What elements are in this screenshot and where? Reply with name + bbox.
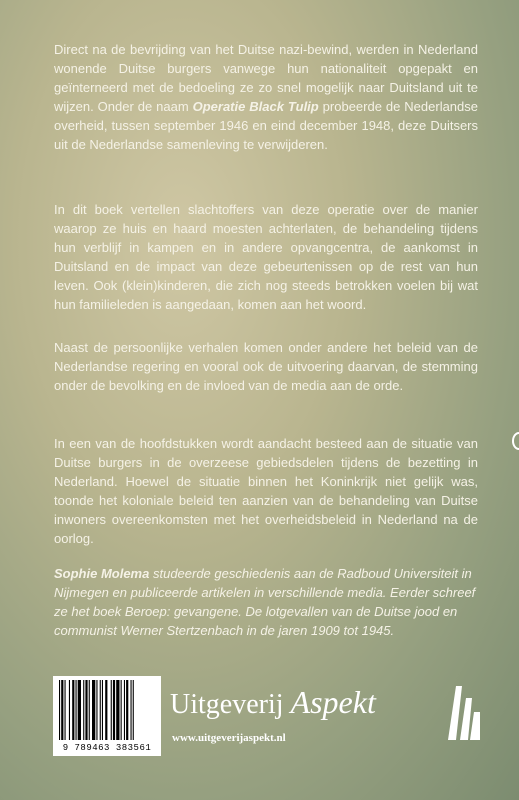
author-bio bbox=[54, 564, 478, 640]
edge-glyph bbox=[512, 432, 519, 450]
barcode-bar bbox=[131, 680, 132, 740]
barcode-bar bbox=[124, 680, 125, 740]
author-bio-text: studeerde geschiedenis aan de Radboud Universiteit in Nijmegen en publiceerde artikelen in verschillende media. Eerder schreef ze het boek Beroep: gevangene. De lotgevallen van de Duitse jood en communist Werner Stertzenbach in de jaren 1909 tot 1945. bbox=[54, 566, 476, 638]
barcode-bars bbox=[57, 680, 157, 740]
isbn-number: 9 789463 383561 bbox=[62, 743, 152, 753]
barcode-bar bbox=[72, 680, 74, 740]
publisher-name-script: Aspekt bbox=[290, 684, 376, 720]
blurb-paragraph-2: In dit boek vertellen slachtoffers van deze operatie over de manier waarop ze huis en haard moesten achterlaten, de behandeling tijdens hun verblijf in kampen en in andere opvangcentra, de aankomst in Duitsland en de impact van deze gebeurtenissen op de rest van hun leven. Ook (klein)kinderen, die zich nog steeds betrokken voelen bij wat hun familieleden is aangedaan, komen aan het woord. bbox=[54, 202, 478, 312]
publisher-website: www.uitgeverijaspekt.nl bbox=[172, 732, 286, 744]
blurb-p1-start: Direct na de bevrijding van het Duitse nazi-bewind, werden in Nederland wonende Duitse burgers vanwege hun nationaliteit opgepakt en geïnterneerd met de bedoeling ze zo snel mogelijk naar Duitsland uit te wijzen. Onder de naam bbox=[54, 42, 478, 114]
barcode-bar bbox=[96, 680, 97, 740]
barcode-bar bbox=[111, 680, 112, 740]
blurb-paragraph-1 bbox=[54, 40, 478, 154]
author-name: Sophie Molema bbox=[54, 566, 150, 581]
barcode-bar bbox=[100, 680, 101, 740]
barcode-bar bbox=[83, 680, 84, 740]
barcode-bar bbox=[92, 680, 95, 740]
operation-name: Operatie Black Tulip bbox=[192, 99, 319, 114]
publisher-name bbox=[170, 686, 376, 721]
blurb-paragraph-4: In een van de hoofdstukken wordt aandacht besteed aan de situatie van Duitse burgers in de overzeese gebiedsdelen tijdens de bezetting in Nederland. Hoewel de situatie binnen het Koninkrijk niet gelijk was, toonde het koloniale beleid ten aanzien van de behandeling van Duitse inwoners overeenkomsten met het overheidsbeleid in Nederland na de oorlog. bbox=[54, 436, 478, 546]
book-spine-logo-icon bbox=[446, 682, 486, 742]
blurb-paragraph-3: Naast de persoonlijke verhalen komen onder andere het beleid van de Nederlandse regering en vooral ook de uitvoering daarvan, de stemming onder de bevolking en de invloed van de media aan de orde. bbox=[54, 340, 478, 393]
barcode-bar bbox=[126, 680, 128, 740]
barcode-bar bbox=[133, 680, 134, 740]
barcode-bar bbox=[65, 680, 66, 740]
barcode-bar bbox=[121, 680, 122, 740]
barcode-bar bbox=[76, 680, 77, 740]
barcode-bar bbox=[105, 680, 107, 740]
barcode-bar bbox=[59, 680, 60, 740]
barcode-bar bbox=[113, 680, 115, 740]
barcode-bar bbox=[78, 680, 81, 740]
barcode-bar bbox=[102, 680, 103, 740]
barcode-bar bbox=[85, 680, 87, 740]
blurb-p1-end: probeerde de Nederlandse overheid, tussen september 1946 en eind december 1948, deze Duitsers uit de Nederlandse samenleving te verwijderen. bbox=[54, 99, 478, 152]
barcode-bar bbox=[116, 680, 119, 740]
publisher-name-plain: Uitgeverij bbox=[170, 689, 284, 720]
barcode-bar bbox=[69, 680, 70, 740]
barcode bbox=[53, 676, 161, 756]
barcode-bar bbox=[61, 680, 63, 740]
barcode-bar bbox=[89, 680, 90, 740]
